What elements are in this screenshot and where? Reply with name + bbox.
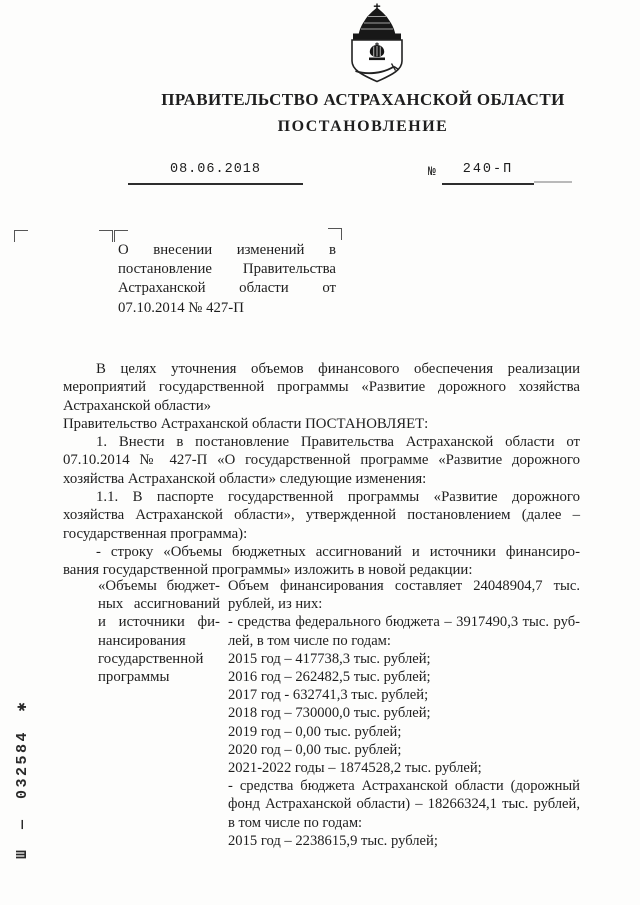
label-line: и источники фи- bbox=[98, 614, 220, 631]
corner-mark bbox=[99, 230, 113, 242]
body-line: вания государственной программы» изложить в новой редакции: bbox=[63, 562, 473, 579]
value-line: 2020 год – 0,00 тыс. рублей; bbox=[228, 741, 402, 758]
value-line: - средства федерального бюджета – 3917490,3 тыс. руб- bbox=[228, 614, 580, 631]
label-line: ных ассигнований bbox=[98, 596, 220, 613]
label-line: государственной bbox=[98, 650, 204, 667]
doc-type-title: ПОСТАНОВЛЕНИЕ bbox=[277, 118, 449, 135]
number-line-tail bbox=[534, 181, 572, 183]
doc-number: 240-П bbox=[442, 160, 534, 185]
body-line: Правительство Астраханской области ПОСТАНОВЛЯЕТ: bbox=[63, 415, 429, 432]
body-line: мероприятий государственной программы «Развитие дорожного хозяйства bbox=[63, 379, 580, 396]
appropriations-label-column bbox=[98, 577, 220, 686]
print-code-stamp: Ш — 032584 ✱ bbox=[14, 699, 31, 859]
body-text bbox=[63, 360, 580, 580]
value-line: 2021-2022 годы – 1874528,2 тыс. рублей; bbox=[228, 760, 482, 777]
subject-line: 07.10.2014 № 427-П bbox=[118, 299, 244, 316]
value-line: фонд Астраханской области) – 18266324,1 тыс. рублей, bbox=[228, 796, 580, 813]
subject-line: постановление Правительства bbox=[118, 261, 336, 278]
body-line: 1.1. В паспорте государственной программы «Развитие дорожного bbox=[96, 489, 580, 506]
appropriations-value-column bbox=[228, 577, 580, 850]
org-name: ПРАВИТЕЛЬСТВО АСТРАХАНСКОЙ ОБЛАСТИ bbox=[161, 90, 565, 109]
value-line: 2018 год – 730000,0 тыс. рублей; bbox=[228, 705, 431, 722]
appropriations-block bbox=[63, 577, 580, 855]
subject-block bbox=[118, 241, 336, 318]
value-line: в том числе по годам: bbox=[228, 814, 363, 831]
label-line: нансирования bbox=[98, 632, 186, 649]
value-line: 2017 год - 632741,3 тыс. рублей; bbox=[228, 687, 429, 704]
value-line: рублей, из них: bbox=[228, 596, 323, 613]
body-line: хозяйства Астраханской области», утвержденной постановлением (далее – bbox=[63, 507, 580, 524]
value-line: - средства бюджета Астраханской области (дорожный bbox=[228, 778, 580, 795]
body-line: государственная программа): bbox=[63, 525, 248, 542]
value-line: лей, в том числе по годам: bbox=[228, 632, 391, 649]
subject-line: Астраханской области от bbox=[118, 280, 336, 297]
number-sign: № bbox=[428, 164, 436, 179]
body-line: Астраханской области» bbox=[63, 397, 212, 414]
value-line: 2015 год – 417738,3 тыс. рублей; bbox=[228, 650, 431, 667]
corner-mark bbox=[14, 230, 28, 242]
corner-mark bbox=[328, 228, 342, 240]
value-line: 2015 год – 2238615,9 тыс. рублей; bbox=[228, 832, 438, 849]
body-line: В целях уточнения объемов финансового обеспечения реализации bbox=[96, 361, 580, 377]
label-line: программы bbox=[98, 669, 170, 686]
body-line: - строку «Объемы бюджетных ассигнований и источники финансиро- bbox=[96, 543, 580, 560]
doc-date: 08.06.2018 bbox=[128, 160, 303, 185]
body-line: хозяйства Астраханской области» следующие изменения: bbox=[63, 470, 427, 487]
document-header bbox=[86, 90, 640, 136]
subject-line: О внесении изменений в bbox=[118, 242, 336, 258]
body-line: 1. Внести в постановление Правительства Астраханской области от bbox=[96, 434, 580, 451]
coat-of-arms-icon bbox=[340, 3, 414, 85]
body-line: 07.10.2014 № 427-П «О государственной программе «Развитие дорожного bbox=[63, 452, 580, 469]
value-line: Объем финансирования составляет 24048904,7 тыс. bbox=[228, 578, 580, 594]
value-line: 2016 год – 262482,5 тыс. рублей; bbox=[228, 669, 431, 686]
value-line: 2019 год – 0,00 тыс. рублей; bbox=[228, 723, 402, 740]
label-line: «Объемы бюджет- bbox=[98, 578, 220, 594]
